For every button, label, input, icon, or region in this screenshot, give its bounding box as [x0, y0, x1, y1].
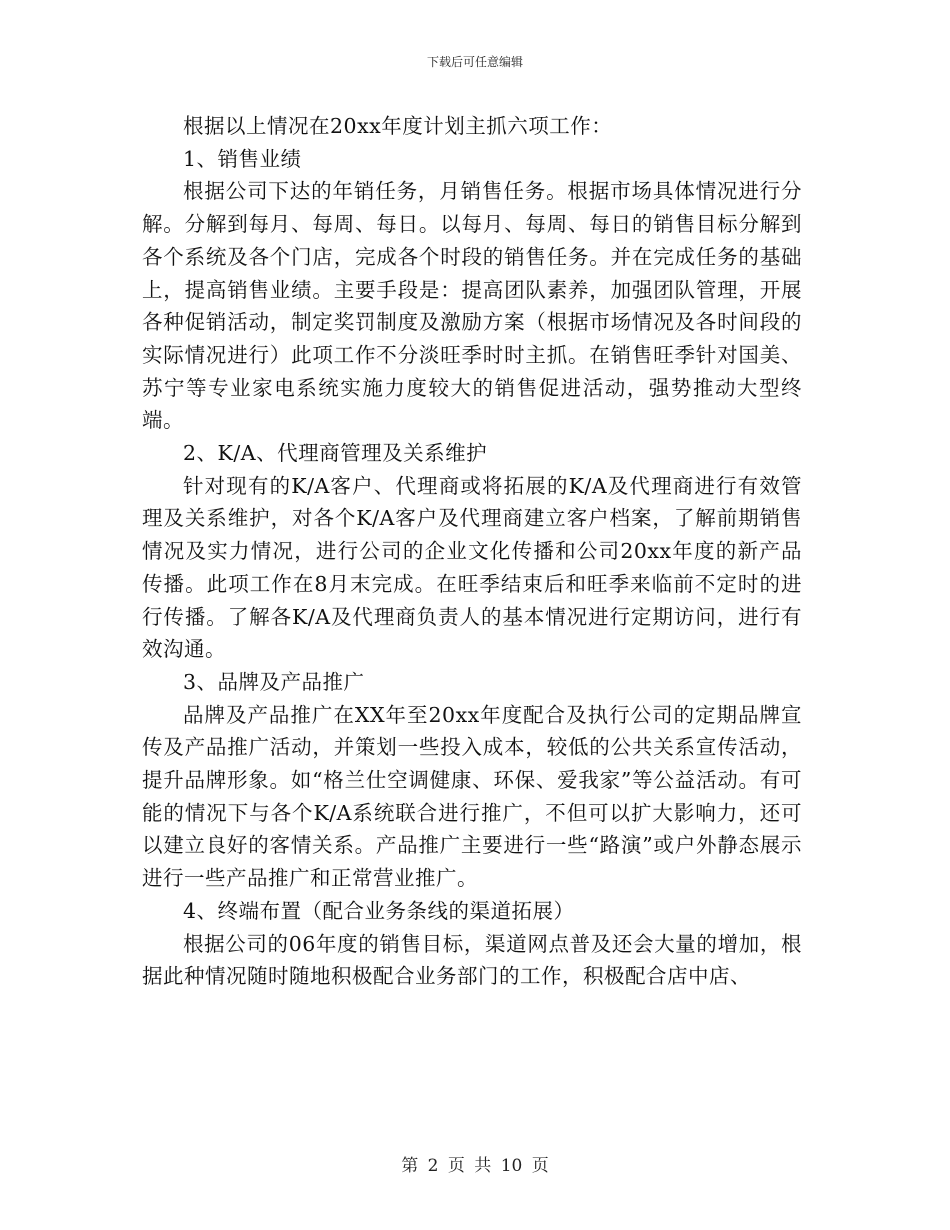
section-heading-brand: 3、品牌及产品推广	[183, 669, 365, 694]
section-heading-sales: 1、销售业绩	[183, 146, 302, 171]
section-body-brand: 品牌及产品推广在XX年至20xx年度配合及执行公司的定期品牌宣传及产品推广活动，并策划一些投入成本，较低的公共关系宣传活动，提升品牌形象。如“格兰仕空调健康、环保、爱我家”等公益活动。有可能的情况下与各个K/A系统联合进行推广，不但可以扩大影响力，还可以建立良好的客情关系。产品推广主要进行一些“路演”或户外静态展示进行一些产品推广和正常营业推广。	[142, 702, 802, 891]
page-footer: 第 2 页 共 10 页	[401, 1156, 549, 1176]
intro-paragraph: 根据以上情况在20xx年度计划主抓六项工作：	[183, 114, 613, 138]
section-body-ka: 针对现有的K/A客户、代理商或将拓展的K/A及代理商进行有效管理及关系维护，对各个K/A客户及代理商建立客户档案，了解前期销售情况及实力情况，进行公司的企业文化传播和公司20xx年度的新产品传播。此项工作在8月末完成。在旺季结束后和旺季来临前不定时的进行传播。了解各K/A及代理商负责人的基本情况进行定期访问，进行有效沟通。	[142, 473, 802, 662]
page-header: 下载后可任意编辑	[426, 55, 523, 69]
section-body-terminal: 根据公司的06年度的销售目标，渠道网点普及还会大量的增加，根据此种情况随时随地积极配合业务部门的工作，积极配合店中店、	[142, 931, 802, 989]
section-body-sales: 根据公司下达的年销任务，月销售任务。根据市场具体情况进行分解。分解到每月、每周、每日。以每月、每周、每日的销售目标分解到各个系统及各个门店，完成各个时段的销售任务。并在完成任务的基础上，提高销售业绩。主要手段是：提高团队素养，加强团队管理，开展各种促销活动，制定奖罚制度及激励方案（根据市场情况及各时间段的实际情况进行）此项工作不分淡旺季时时主抓。在销售旺季针对国美、苏宁等专业家电系统实施力度较大的销售促进活动，强势推动大型终端。	[142, 179, 802, 433]
section-heading-terminal: 4、终端布置（配合业务条线的渠道拓展）	[183, 898, 575, 923]
document-body	[142, 110, 802, 993]
section-heading-ka: 2、K/A、代理商管理及关系维护	[183, 441, 488, 466]
